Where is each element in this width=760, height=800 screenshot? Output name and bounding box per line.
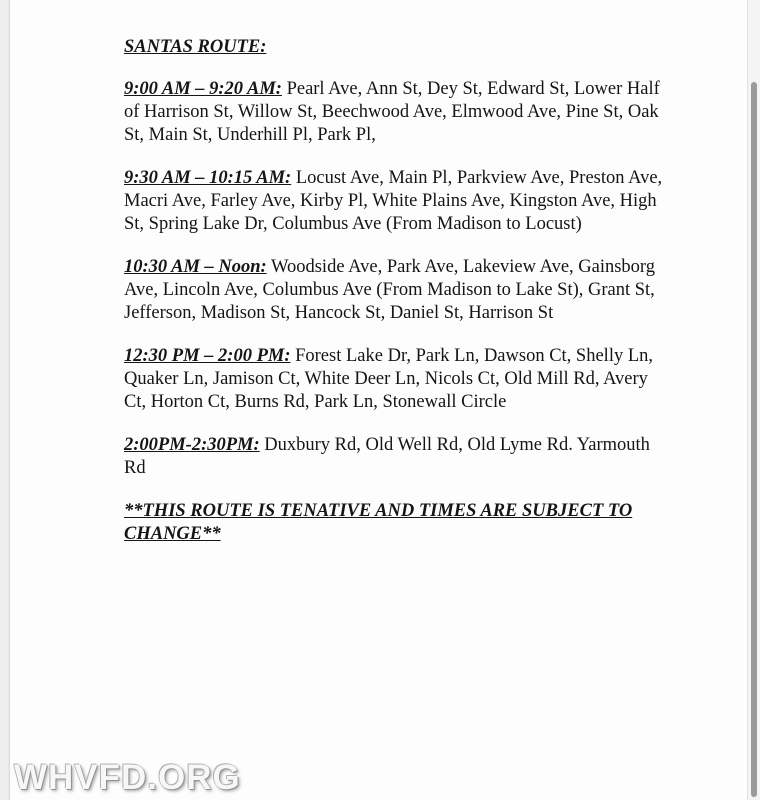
route-streets-2: Locust Ave, Main Pl, Parkview Ave, Preston Ave, Macri Ave, Farley Ave, Kirby Pl, White Plains Ave, Kingston Ave, High St, Spring Lake Dr, Columbus Ave (From Madison to Locust)	[124, 168, 663, 234]
route-time-4: 12:30 PM – 2:00 PM:	[124, 346, 291, 366]
route-streets-3: Woodside Ave, Park Ave, Lakeview Ave, Gainsborg Ave, Lincoln Ave, Columbus Ave (From Madison to Lake St), Grant St, Jefferson, Madison St, Hancock St, Daniel St, Harrison St	[124, 257, 656, 323]
route-time-5: 2:00PM-2:30PM:	[124, 435, 260, 455]
scrollbar-thumb[interactable]	[751, 82, 757, 797]
route-block-4	[124, 345, 664, 414]
watermark-logo: WHVFD.ORG	[14, 758, 241, 797]
route-streets-5: Duxbury Rd, Old Well Rd, Old Lyme Rd. Yarmouth Rd	[124, 435, 650, 478]
route-time-3: 10:30 AM – Noon:	[124, 257, 267, 277]
route-block-2	[124, 167, 664, 236]
route-block-1	[124, 78, 664, 147]
route-streets-1: Pearl Ave, Ann St, Dey St, Edward St, Lower Half of Harrison St, Willow St, Beechwood Ave, Elmwood Ave, Pine St, Oak St, Main St, Underhill Pl, Park Pl,	[124, 79, 660, 145]
document-heading: SANTAS ROUTE:	[124, 37, 267, 57]
route-time-1: 9:00 AM – 9:20 AM:	[124, 79, 282, 99]
route-block-3	[124, 256, 664, 325]
route-notice: **THIS ROUTE IS TENATIVE AND TIMES ARE SUBJECT TO CHANGE**	[124, 501, 633, 544]
route-streets-4: Forest Lake Dr, Park Ln, Dawson Ct, Shelly Ln, Quaker Ln, Jamison Ct, White Deer Ln, Nicols Ct, Old Mill Rd, Avery Ct, Horton Ct, Burns Rd, Park Ln, Stonewall Circle	[124, 346, 654, 412]
route-time-2: 9:30 AM – 10:15 AM:	[124, 168, 292, 188]
document-page	[10, 0, 748, 800]
vertical-scrollbar[interactable]	[747, 0, 760, 800]
route-block-5	[124, 434, 664, 480]
route-document	[124, 36, 664, 546]
